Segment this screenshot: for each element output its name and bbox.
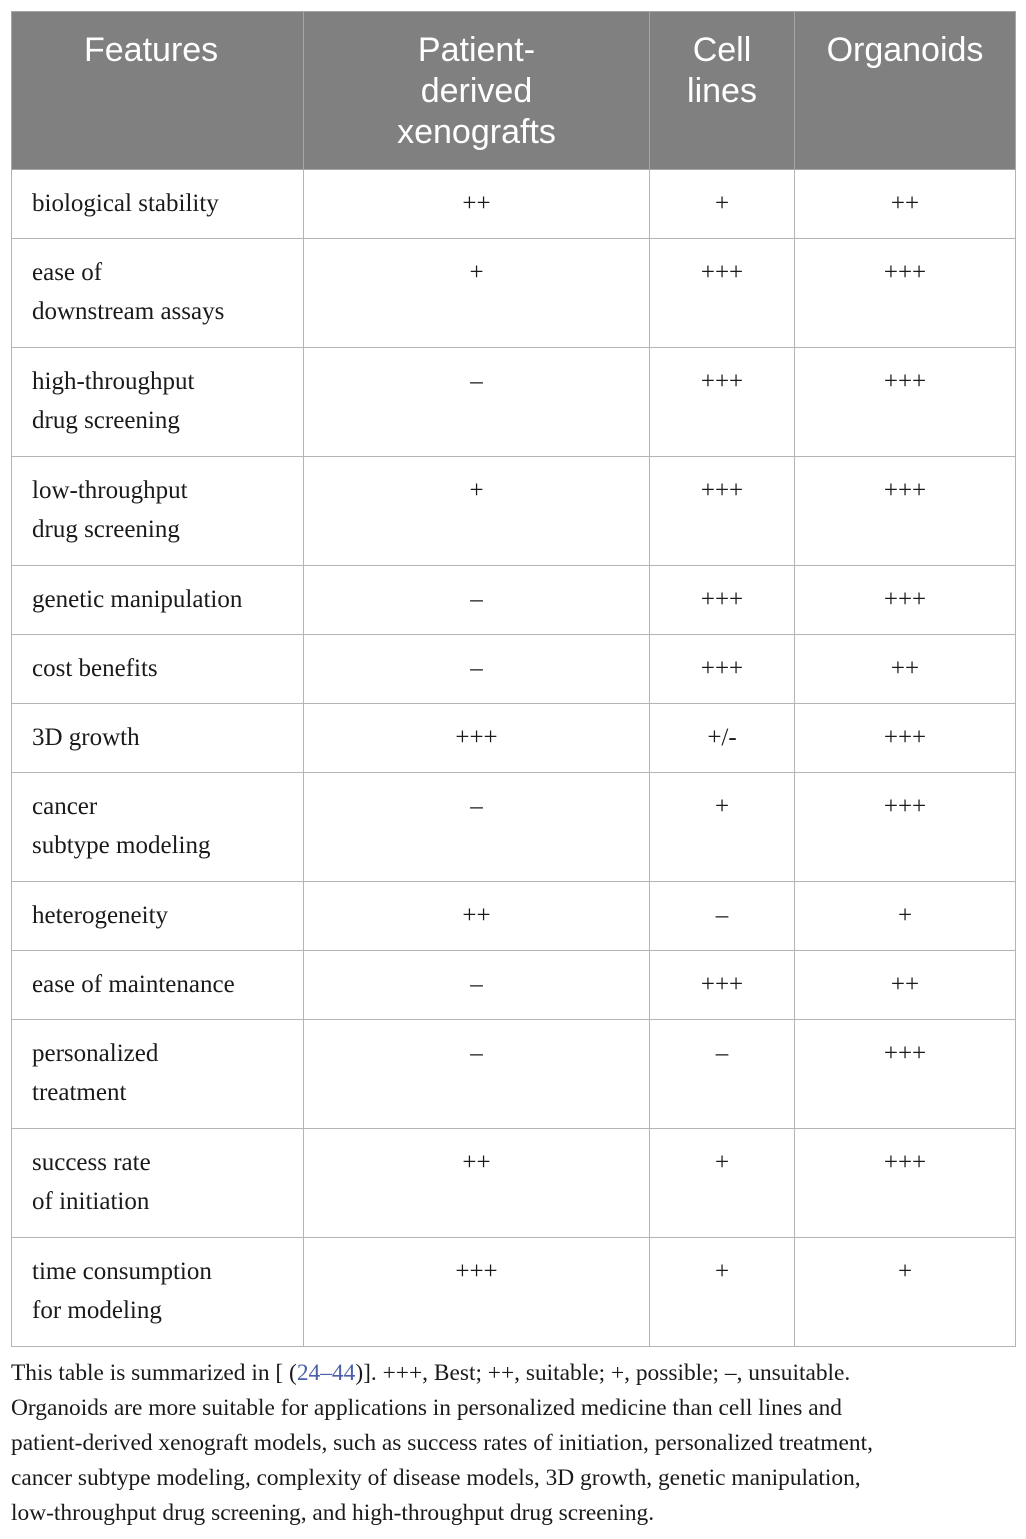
cell-lines-value: +++ (650, 566, 795, 635)
table-row (12, 170, 1016, 239)
organoids-value: +++ (795, 773, 1016, 882)
feature-label-line-1: cancer (32, 793, 98, 820)
pdx-value: – (304, 348, 650, 457)
header-organoids-label: Organoids (826, 31, 984, 69)
feature-label-line-1: low-throughput (32, 477, 188, 504)
feature-label-line-2: downstream assays (32, 298, 225, 325)
pdx-value: ++ (304, 170, 650, 239)
header-cell-lines (650, 12, 795, 170)
citation-link[interactable]: 24–44 (296, 1360, 356, 1386)
organoids-value: ++ (795, 170, 1016, 239)
pdx-value: – (304, 635, 650, 704)
cell-lines-value: + (650, 170, 795, 239)
feature-label: cost benefits (32, 655, 158, 682)
organoids-value: ++ (795, 951, 1016, 1020)
feature-cell (12, 704, 304, 773)
header-pdx-line-1: Patient- (417, 31, 536, 69)
footnote-line-4: cancer subtype modeling, complexity of disease models, 3D growth, genetic manipulation, (11, 1465, 861, 1491)
feature-cell (12, 457, 304, 566)
organoids-value: +++ (795, 704, 1016, 773)
header-row (12, 12, 1016, 170)
organoids-value: +++ (795, 1020, 1016, 1129)
footnote-prefix: This table is summarized in [ ( (11, 1360, 297, 1386)
pdx-value: + (304, 457, 650, 566)
footnote-legend: )]. +++, Best; ++, suitable; +, possible; –, unsuitable. (355, 1360, 851, 1386)
pdx-value: – (304, 566, 650, 635)
feature-label-line-2: for modeling (32, 1297, 162, 1324)
header-organoids (795, 12, 1016, 170)
pdx-value: +++ (304, 1238, 650, 1347)
comparison-table-container (11, 11, 1015, 1347)
footnote-line-3: patient-derived xenograft models, such as success rates of initiation, personalized treatment, (11, 1430, 873, 1456)
table-row (12, 566, 1016, 635)
feature-label-line-2: treatment (32, 1079, 127, 1106)
feature-label-line-2: of initiation (32, 1188, 150, 1215)
header-pdx-line-3: xenografts (397, 113, 556, 151)
feature-cell (12, 635, 304, 704)
feature-label-line-2: drug screening (32, 516, 180, 543)
header-pdx-line-2: derived (420, 72, 533, 110)
table-row (12, 773, 1016, 882)
table-row (12, 1020, 1016, 1129)
organoids-value: +++ (795, 239, 1016, 348)
feature-cell (12, 239, 304, 348)
feature-cell (12, 773, 304, 882)
table-row (12, 951, 1016, 1020)
feature-label-line-1: high-throughput (32, 368, 195, 395)
feature-cell (12, 951, 304, 1020)
cell-lines-value: – (650, 882, 795, 951)
cell-lines-value: +++ (650, 951, 795, 1020)
feature-cell (12, 170, 304, 239)
cell-lines-value: +++ (650, 239, 795, 348)
table-body (12, 170, 1016, 1347)
cell-lines-value: + (650, 773, 795, 882)
table-row (12, 1129, 1016, 1238)
feature-label: biological stability (32, 190, 219, 217)
feature-cell (12, 348, 304, 457)
header-features-label: Features (84, 31, 219, 69)
feature-label: ease of maintenance (32, 971, 235, 998)
feature-label-line-1: success rate (32, 1149, 151, 1176)
feature-label: genetic manipulation (32, 586, 243, 613)
feature-label-line-2: drug screening (32, 407, 180, 434)
organoids-value: +++ (795, 566, 1016, 635)
header-cells-line-1: Cell (692, 31, 752, 69)
footnote-line-1 (11, 1356, 1021, 1391)
table-row (12, 457, 1016, 566)
organoids-value: +++ (795, 457, 1016, 566)
feature-label-line-2: subtype modeling (32, 832, 211, 859)
pdx-value: – (304, 1020, 650, 1129)
pdx-value: ++ (304, 882, 650, 951)
feature-cell (12, 1129, 304, 1238)
feature-label: heterogeneity (32, 902, 169, 929)
table-row (12, 635, 1016, 704)
table-row (12, 704, 1016, 773)
header-patient-derived-xenografts (304, 12, 650, 170)
table-row (12, 348, 1016, 457)
table-row (12, 239, 1016, 348)
organoids-value: +++ (795, 1129, 1016, 1238)
footnote-line-5: low-throughput drug screening, and high-throughput drug screening. (11, 1500, 655, 1526)
header-cells-line-2: lines (687, 72, 757, 110)
table-footnote (11, 1356, 1021, 1531)
feature-cell (12, 1020, 304, 1129)
cell-lines-value: +/- (650, 704, 795, 773)
feature-label-line-1: personalized (32, 1040, 159, 1067)
table-row (12, 1238, 1016, 1347)
cell-lines-value: +++ (650, 348, 795, 457)
cell-lines-value: +++ (650, 635, 795, 704)
table-row (12, 882, 1016, 951)
comparison-table (11, 11, 1016, 1347)
organoids-value: +++ (795, 348, 1016, 457)
cell-lines-value: – (650, 1020, 795, 1129)
feature-cell (12, 882, 304, 951)
feature-cell (12, 566, 304, 635)
organoids-value: ++ (795, 635, 1016, 704)
pdx-value: ++ (304, 1129, 650, 1238)
cell-lines-value: + (650, 1129, 795, 1238)
organoids-value: + (795, 1238, 1016, 1347)
cell-lines-value: +++ (650, 457, 795, 566)
pdx-value: +++ (304, 704, 650, 773)
feature-cell (12, 1238, 304, 1347)
feature-label-line-1: time consumption (32, 1258, 212, 1285)
feature-label: 3D growth (32, 724, 140, 751)
table-header (12, 12, 1016, 170)
pdx-value: – (304, 773, 650, 882)
header-features (12, 12, 304, 170)
footnote-line-2: Organoids are more suitable for applications in personalized medicine than cell lines and (11, 1395, 842, 1421)
pdx-value: – (304, 951, 650, 1020)
feature-label-line-1: ease of (32, 259, 103, 286)
pdx-value: + (304, 239, 650, 348)
cell-lines-value: + (650, 1238, 795, 1347)
organoids-value: + (795, 882, 1016, 951)
